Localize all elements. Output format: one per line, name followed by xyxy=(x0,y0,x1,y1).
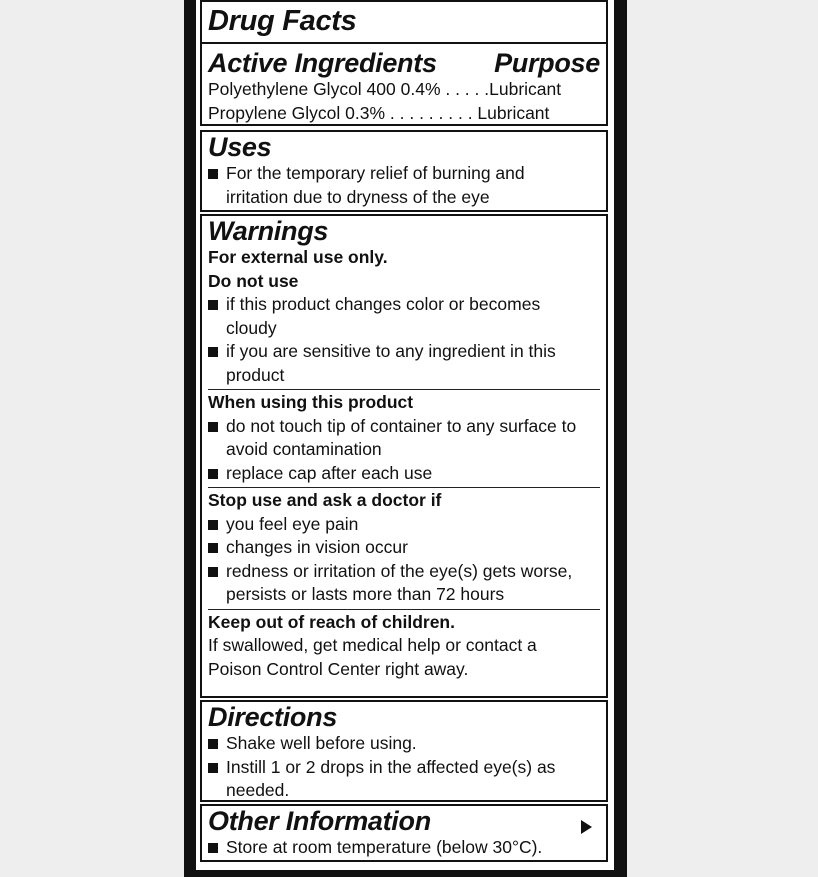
ingredient-row: Propylene Glycol 0.3% . . . . . . . . . Lubricant xyxy=(208,102,550,123)
uses-item-continued: irritation due to dryness of the eye xyxy=(226,186,490,207)
warning-item xyxy=(208,340,600,364)
keep-out-text: If swallowed, get medical help or contact a xyxy=(208,635,537,655)
warning-item xyxy=(208,462,600,486)
do-not-use-heading: Do not use xyxy=(208,270,299,291)
active-ingredients-header xyxy=(208,48,600,78)
warning-item-text: do not touch tip of container to any surface to xyxy=(226,415,577,436)
warning-item-continued: avoid contamination xyxy=(226,439,382,459)
other-information-box xyxy=(200,804,608,862)
continue-arrow-icon xyxy=(581,820,592,834)
other-information-heading: Other Information xyxy=(208,806,431,836)
warning-item-text: if you are sensitive to any ingredient in this xyxy=(226,341,556,361)
drug-facts-panel xyxy=(196,0,614,870)
directions-item-text: Shake well before using. xyxy=(226,733,417,753)
warning-item-text: changes in vision occur xyxy=(226,537,408,557)
other-information-item-text: Store at room temperature (below 30°C). xyxy=(226,837,543,857)
warning-item xyxy=(208,536,600,560)
warning-item xyxy=(208,560,600,584)
ingredient-row: Polyethylene Glycol 400 0.4% . . . . .Lubricant xyxy=(208,79,562,99)
uses-heading: Uses xyxy=(208,132,272,162)
bullet-square-icon xyxy=(208,739,218,749)
warning-item-text: redness or irritation of the eye(s) gets worse, xyxy=(226,560,573,581)
warning-item xyxy=(208,293,600,317)
active-ingredients-heading: Active Ingredients xyxy=(208,48,437,78)
warning-item-continued: cloudy xyxy=(226,317,277,338)
keep-out-text: Poison Control Center right away. xyxy=(208,658,469,679)
bullet-square-icon xyxy=(208,169,218,179)
section-divider xyxy=(208,609,600,610)
stop-use-heading: Stop use and ask a doctor if xyxy=(208,490,442,510)
uses-item-text: For the temporary relief of burning and xyxy=(226,163,525,183)
warning-item-continued: product xyxy=(226,364,285,385)
directions-heading: Directions xyxy=(208,702,338,732)
directions-box xyxy=(200,700,608,802)
bullet-square-icon xyxy=(208,843,218,853)
warning-item xyxy=(208,415,600,439)
warning-item-text: you feel eye pain xyxy=(226,513,359,534)
uses-box xyxy=(200,130,608,212)
warning-item-text: replace cap after each use xyxy=(226,462,433,483)
directions-item xyxy=(208,732,600,756)
bullet-square-icon xyxy=(208,422,218,432)
title-divider xyxy=(202,42,606,44)
drug-facts-title: Drug Facts xyxy=(208,5,357,37)
other-information-item xyxy=(208,836,600,860)
drug-facts-label xyxy=(184,0,627,877)
warning-item-continued: persists or lasts more than 72 hours xyxy=(226,584,505,604)
warnings-heading: Warnings xyxy=(208,216,329,246)
directions-item-text: Instill 1 or 2 drops in the affected eye(s) as xyxy=(226,756,556,777)
when-using-heading: When using this product xyxy=(208,392,414,412)
bullet-square-icon xyxy=(208,347,218,357)
bullet-square-icon xyxy=(208,763,218,773)
uses-item xyxy=(208,162,600,186)
bullet-square-icon xyxy=(208,520,218,530)
bullet-square-icon xyxy=(208,300,218,310)
purpose-heading: Purpose xyxy=(494,48,600,78)
active-ingredients-box xyxy=(200,0,608,126)
section-divider xyxy=(208,389,600,390)
section-divider xyxy=(208,487,600,488)
warnings-box xyxy=(200,214,608,698)
external-use-text: For external use only. xyxy=(208,247,388,267)
bullet-square-icon xyxy=(208,543,218,553)
keep-out-heading: Keep out of reach of children. xyxy=(208,611,455,632)
directions-item xyxy=(208,756,600,780)
directions-item-continued: needed. xyxy=(226,780,290,800)
warning-item-text: if this product changes color or becomes xyxy=(226,294,541,314)
bullet-square-icon xyxy=(208,469,218,479)
bullet-square-icon xyxy=(208,567,218,577)
warning-item xyxy=(208,513,600,537)
